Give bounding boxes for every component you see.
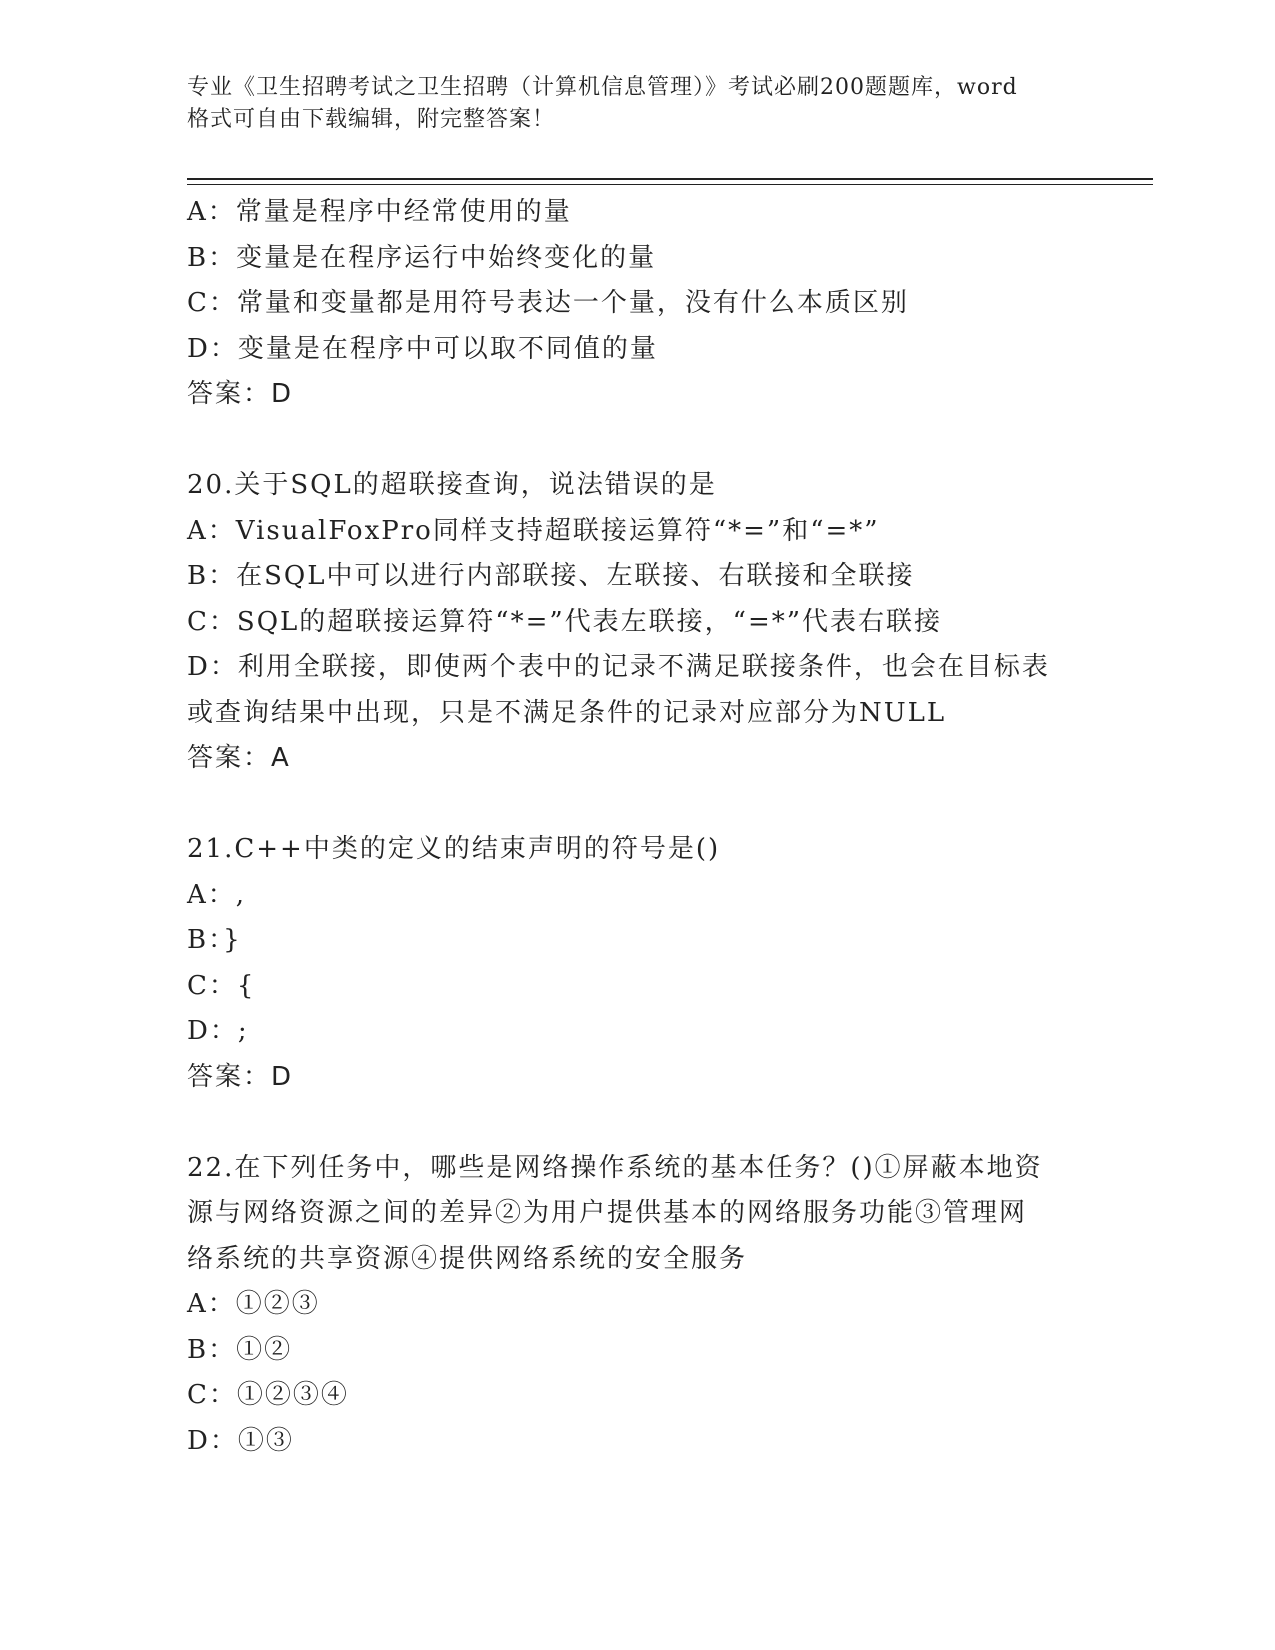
question-stem-line-1: 22.在下列任务中，哪些是网络操作系统的基本任务？()①屏蔽本地资 bbox=[187, 1152, 1043, 1183]
question-stem-line-2: 源与网络资源之间的差异②为用户提供基本的网络服务功能③管理网 bbox=[187, 1198, 1028, 1228]
header-rule-thick bbox=[187, 178, 1153, 180]
question-stem: 21.C++中类的定义的结束声明的符号是() bbox=[187, 834, 721, 864]
header-line-1: 专业《卫生招聘考试之卫生招聘（计算机信息管理）》考试必刷200题题库，word bbox=[187, 75, 1018, 100]
option-b: B：} bbox=[187, 925, 242, 955]
document-header bbox=[187, 72, 1087, 136]
answer: 答案：A bbox=[187, 743, 291, 773]
answer: 答案：D bbox=[187, 379, 294, 409]
header-line-2: 格式可自由下载编辑，附完整答案！ bbox=[187, 107, 556, 132]
option-b: B：变量是在程序运行中始终变化的量 bbox=[187, 242, 657, 273]
option-c: C：常量和变量都是用符号表达一个量，没有什么本质区别 bbox=[187, 288, 909, 318]
option-a: A：, bbox=[187, 879, 247, 910]
option-a: A：常量是程序中经常使用的量 bbox=[187, 197, 572, 227]
option-c: C：①②③④ bbox=[187, 1380, 349, 1410]
question-22 bbox=[187, 1146, 1087, 1465]
question-stem-line-3: 络系统的共享资源④提供网络系统的安全服务 bbox=[187, 1243, 748, 1274]
option-d-continued: 或查询结果中出现，只是不满足条件的记录对应部分为NULL bbox=[187, 697, 947, 728]
question-list bbox=[187, 190, 1087, 1464]
question-stem: 20.关于SQL的超联接查询，说法错误的是 bbox=[187, 470, 717, 500]
option-d: D：①③ bbox=[187, 1425, 294, 1456]
answer: 答案：D bbox=[187, 1061, 294, 1092]
option-d: D：利用全联接，即使两个表中的记录不满足联接条件，也会在目标表 bbox=[187, 652, 1050, 682]
option-a: A：VisualFoxPro同样支持超联接运算符“*=”和“=*” bbox=[187, 515, 880, 546]
question-20 bbox=[187, 463, 1087, 782]
option-d: D：变量是在程序中可以取不同值的量 bbox=[187, 333, 658, 364]
option-a: A：①②③ bbox=[187, 1289, 320, 1319]
question-21 bbox=[187, 827, 1087, 1100]
option-d: D：; bbox=[187, 1016, 249, 1046]
question-19 bbox=[187, 190, 1087, 418]
option-c: C：SQL的超联接运算符“*=”代表左联接，“=*”代表右联接 bbox=[187, 606, 943, 637]
header-rule-thin bbox=[187, 184, 1153, 185]
option-c: C：{ bbox=[187, 970, 256, 1001]
option-b: B：①② bbox=[187, 1334, 293, 1365]
option-b: B：在SQL中可以进行内部联接、左联接、右联接和全联接 bbox=[187, 561, 915, 591]
